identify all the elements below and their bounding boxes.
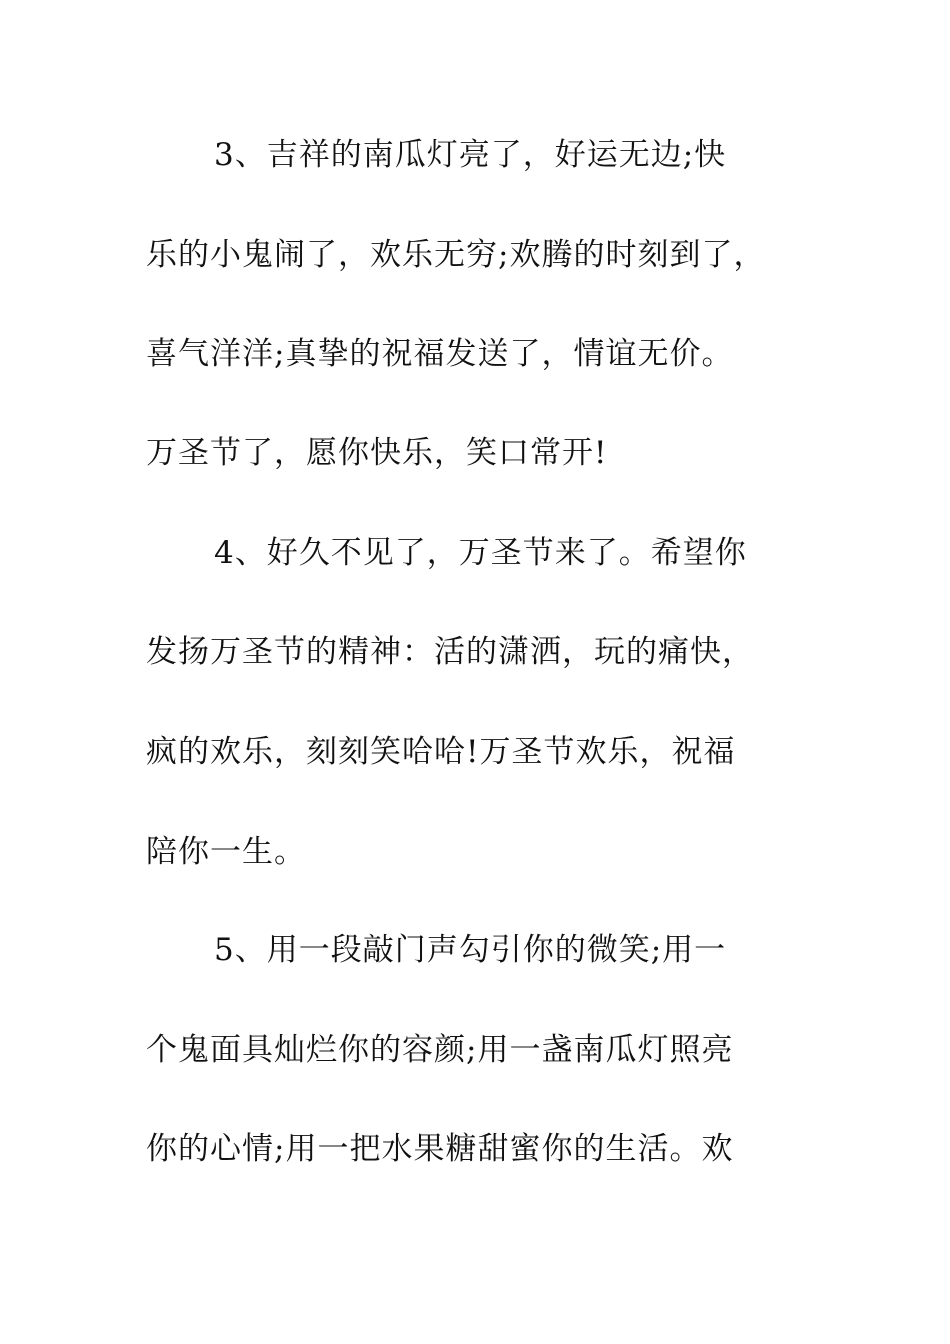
paragraph-5-line-2: 个鬼面具灿烂你的容颜;用一盏南瓜灯照亮: [146, 1032, 734, 1068]
paragraph-3-line-4: 万圣节了，愿你快乐，笑口常开!: [146, 435, 608, 471]
paragraph-4-line-1: 4、好久不见了，万圣节来了。希望你: [214, 535, 747, 571]
paragraph-3-line-1: 3、吉祥的南瓜灯亮了，好运无边;快: [214, 137, 727, 173]
paragraph-4-line-2: 发扬万圣节的精神：活的潇洒，玩的痛快，: [146, 634, 754, 670]
paragraph-3-line-2: 乐的小鬼闹了，欢乐无穷;欢腾的时刻到了，: [146, 237, 766, 273]
paragraph-5-line-3: 你的心情;用一把水果糖甜蜜你的生活。欢: [146, 1131, 734, 1167]
paragraph-5-line-1: 5、用一段敲门声勾引你的微笑;用一: [214, 932, 727, 968]
paragraph-4-line-3: 疯的欢乐，刻刻笑哈哈!万圣节欢乐，祝福: [146, 734, 736, 770]
paragraph-3-line-3: 喜气洋洋;真挚的祝福发送了，情谊无价。: [146, 336, 734, 372]
paragraph-4-line-4: 陪你一生。: [146, 834, 306, 870]
